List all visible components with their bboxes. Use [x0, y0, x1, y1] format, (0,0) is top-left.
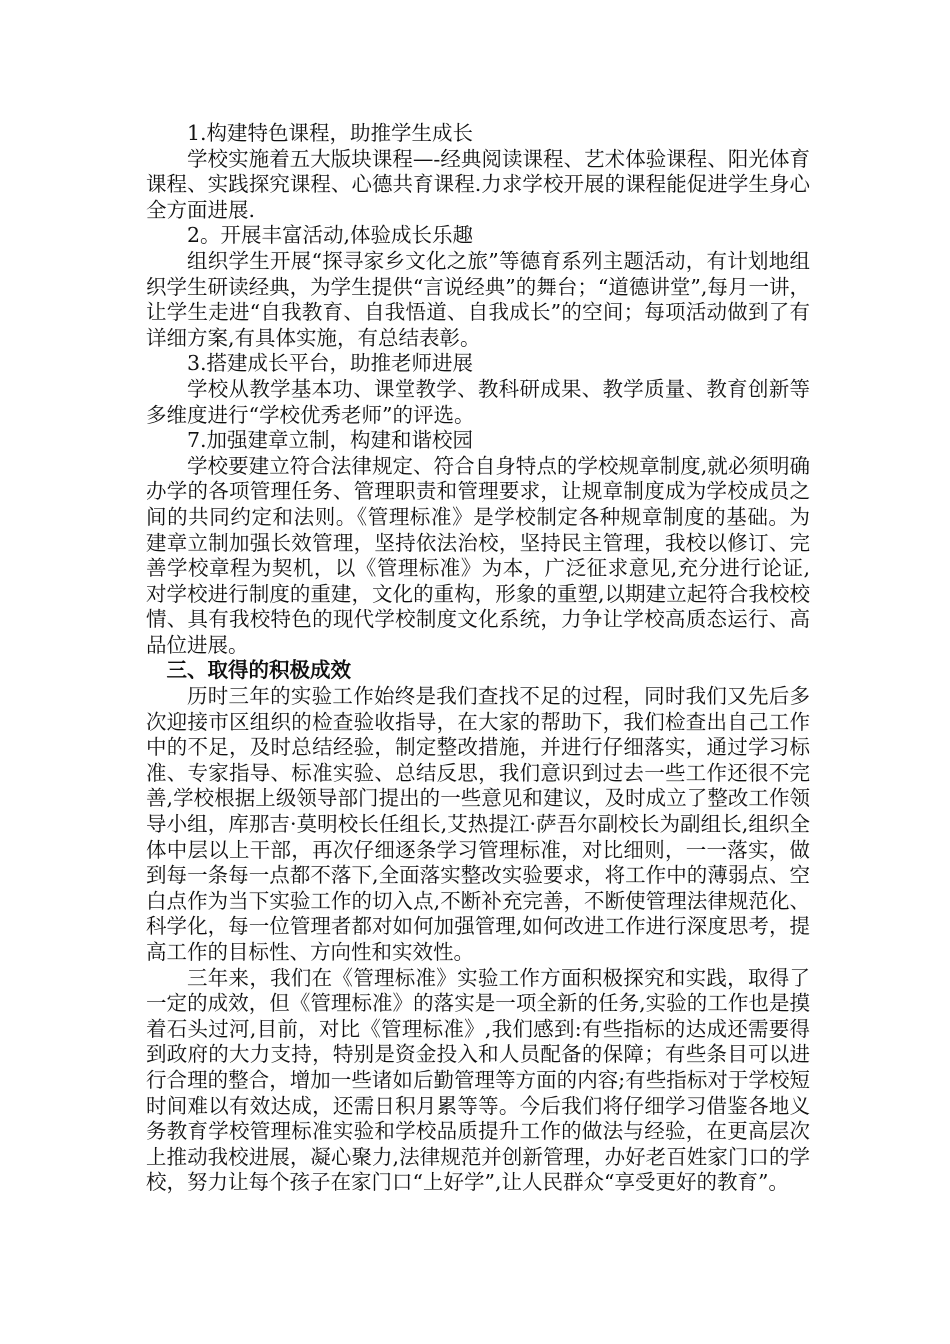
paragraph-1: 学校实施着五大版块课程—-经典阅读课程、艺术体验课程、阳光体育课程、实践探究课程、心德共育课程.力求学校开展的课程能促进学生身心全方面进展.: [146, 146, 810, 222]
subheading-1: 1.构建特色课程，助推学生成长: [187, 121, 474, 145]
paragraph-6: 三年来，我们在《管理标准》实验工作方面积极探究和实践，取得了一定的成效，但《管理标准》的落实是一项全新的任务,实验的工作也是摸着石头过河,目前，对比《管理标准》,我们感到:有些指标的达成还需要得到政府的大力支持，特别是资金投入和人员配备的保障；有些条目可以进行合理的整合，增加一些诸如后勤管理等方面的内容;有些指标对于学校短时间难以有效达成，还需日积月累等等。今后我们将仔细学习借鉴各地义务教育学校管理标准实验和学校品质提升工作的做法与经验，在更高层次上推动我校进展，凝心聚力,法律规范并创新管理，办好老百姓家门口的学校，努力让每个孩子在家门口“上好学”,让人民群众“享受更好的教育”。: [146, 965, 810, 1195]
subheading-3: 3.搭建成长平台，助推老师进展: [187, 351, 474, 376]
subheading-2: 2。开展丰富活动,体验成长乐趣: [187, 223, 474, 248]
document-body: [146, 121, 810, 1196]
paragraph-2: 组织学生开展“探寻家乡文化之旅”等德育系列主题活动，有计划地组织学生研读经典，为学生提供“言说经典”的舞台；“道德讲堂”,每月一讲，让学生走进“自我教育、自我悟道、自我成长”的空间；每项活动做到了有详细方案,有具体实施，有总结表彰。: [146, 248, 810, 350]
paragraph-3: 学校从教学基本功、课堂教学、教科研成果、教学质量、教育创新等多维度进行“学校优秀老师”的评选。: [146, 376, 810, 427]
paragraph-4: 学校要建立符合法律规定、符合自身特点的学校规章制度,就必须明确办学的各项管理任务、管理职责和管理要求，让规章制度成为学校成员之间的共同约定和法则。《管理标准》是学校制定各种规章制度的基础。为建章立制加强长效管理，坚持依法治校，坚持民主管理，我校以修订、完善学校章程为契机，以《管理标准》为本，广泛征求意见,充分进行论证,对学校进行制度的重建，文化的重构，形象的重塑,以期建立起符合我校校情、具有我校特色的现代学校制度文化系统，力争让学校高质态运行、高品位进展。: [146, 453, 810, 657]
subheading-7: 7.加强建章立制，构建和谐校园: [187, 428, 474, 453]
section-heading: 三、取得的积极成效: [166, 658, 351, 683]
paragraph-5: 历时三年的实验工作始终是我们查找不足的过程，同时我们又先后多次迎接市区组织的检查验收指导，在大家的帮助下，我们检查出自己工作中的不足，及时总结经验，制定整改措施，并进行仔细落实，通过学习标准、专家指导、标准实验、总结反思，我们意识到过去一些工作还很不完善,学校根据上级领导部门提出的一些意见和建议，及时成立了整改工作领导小组，库那吉·莫明校长任组长,艾热提江·萨吾尔副校长为副组长,组织全体中层以上干部，再次仔细逐条学习管理标准，对比细则，一一落实，做到每一条每一点都不落下,全面落实整改实验要求，将工作中的薄弱点、空白点作为当下实验工作的切入点,不断补充完善，不断使管理法律规范化、科学化，每一位管理者都对如何加强管理,如何改进工作进行深度思考，提高工作的目标性、方向性和实效性。: [146, 684, 810, 964]
